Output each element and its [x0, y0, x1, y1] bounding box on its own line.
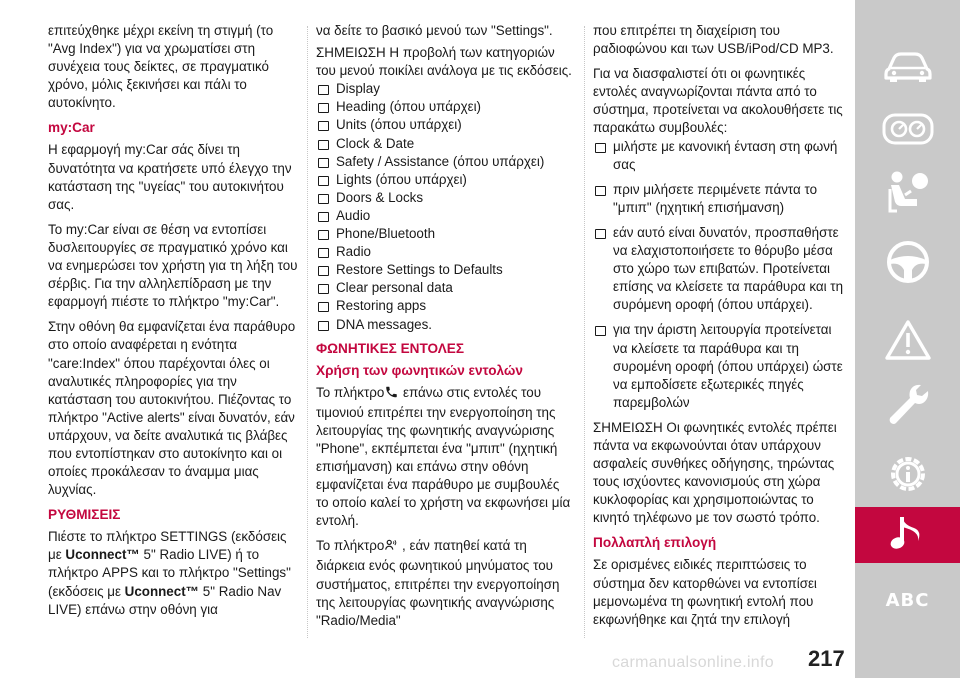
- settings-menu-list: [316, 80, 574, 333]
- menu-list-item: Display: [316, 80, 574, 98]
- seat-airbag-icon: [883, 169, 933, 220]
- bullet-item: μιλήστε με κανονική ένταση στη φωνή σας: [593, 138, 848, 174]
- page-number: 217: [808, 646, 845, 671]
- chapter-sidebar: [855, 0, 960, 678]
- paragraph: επιτεύχθηκε μέχρι εκείνη τη στιγμή (το "Avg Index") για να χρωματίσει στη συνέχεια τους δείκτες, σε πραγματικό χρόνο, μόλις ξεκινήσει και πάλι το αυτοκίνητο.: [48, 23, 274, 111]
- brand-name: Uconnect™: [124, 583, 200, 599]
- phone-icon: [384, 385, 399, 404]
- paragraph: [316, 537, 574, 629]
- menu-list-item: Restore Settings to Defaults: [316, 261, 574, 279]
- bullet-item: πριν μιλήσετε περιμένετε πάντα το "μπιπ" (ηχητική επισήμανση): [593, 181, 848, 217]
- text-run: 5" Radio LIVE) ή το πλήκτρο APPS και το πλήκτρο "Settings" (εκδόσεις με: [48, 547, 291, 599]
- text-column-2: [316, 22, 574, 637]
- sidebar-tab-emergency[interactable]: [855, 314, 960, 370]
- music-note-icon: [888, 511, 928, 560]
- menu-list-item: Clear personal data: [316, 279, 574, 297]
- text-run: Πιέστε το πλήκτρο SETTINGS (εκδόσεις με: [48, 529, 287, 563]
- paragraph: που επιτρέπει τη διαχείριση του ραδιοφώνου και των USB/iPod/CD MP3.: [593, 23, 834, 57]
- paragraph: Στην οθόνη θα εμφανίζεται ένα παράθυρο στο οποίο αναφέρεται η ενότητα "care:Index" όπου παρέχονται όλες οι αναλυτικές πληροφορίες για την κατάσταση του αυτοκινήτου. Πιέζοντας το πλήκτρο "Active alerts" είναι δυνατόν, εάν υπάρχουν, να δείτε αναλυτικά τις βλάβες που εντοπίστηκαν στο αυτοκίνητο και οι οποίες προκάλεσαν το άναμμα μιας λυχνίας.: [48, 319, 296, 498]
- section-heading-settings: ΡΥΘΜΙΣΕΙΣ: [48, 507, 121, 523]
- paragraph: Το my:Car είναι σε θέση να εντοπίσει δυσλειτουργίες σε πραγματικό χρόνο και να ενημερώσει τον χρήστη για τη λήξη του σέρβις. Για την αλληλεπίδραση με την εφαρμογή πιέστε το πλήκτρο "my:Car".: [48, 221, 298, 310]
- wrench-icon: [885, 381, 931, 432]
- text-run: επάνω στις εντολές του τιμονιού επιτρέπει την ενεργοποίηση της λειτουργίας της φωνητικής αναγνώρισης "Phone", εκπέμπεται ένα "μπιπ" (ηχητική επισήμανση) και επάνω στην οθόνη εμφανίζεται ένα παράθυρο με συμβουλές το οποίο καλεί το χρήστη να εκφωνήσει μία εντολή.: [316, 384, 571, 529]
- watermark: carmanualsonline.info: [612, 654, 774, 671]
- bullet-item: για την άριστη λειτουργία προτείνεται να κλείσετε τα παράθυρα και τη συρομένη οροφή (όπου υπάρχει) ώστε να εμποδίσετε εξωτερικές πηγές παρεμβολών: [593, 321, 848, 411]
- menu-list-item: Units (όπου υπάρχει): [316, 116, 574, 134]
- menu-list-item: Radio: [316, 243, 574, 261]
- column-divider: [584, 26, 585, 638]
- text-run: 5" Radio Nav LIVE) επάνω στην οθόνη για: [48, 583, 282, 617]
- text-column-1: [48, 22, 298, 626]
- dashboard-gauges-icon: [882, 112, 934, 151]
- menu-list-item: Doors & Locks: [316, 189, 574, 207]
- subsection-heading-voice-use: Χρήση των φωνητικών εντολών: [316, 362, 523, 378]
- text-run: Το πλήκτρο: [316, 384, 385, 400]
- paragraph: ΣΗΜΕΙΩΣΗ Οι φωνητικές εντολές πρέπει πάντα να εκφωνούνται όταν υπάρχουν ασφαλείς συνθήκες οδήγησης, τηρώντας τους ισχύοντες κανονισμούς στη χώρα κυκλοφορίας και χρησιμοποιώντας το κινητό τηλέφωνο με τον σωστό τρόπο.: [593, 419, 837, 526]
- paragraph: να δείτε το βασικό μενού των "Settings".: [316, 23, 553, 38]
- brand-name: Uconnect™: [65, 547, 140, 563]
- sidebar-tab-safety[interactable]: [855, 166, 960, 222]
- paragraph: Σε ορισμένες ειδικές περιπτώσεις το σύστημα δεν κατορθώνει να εντοπίσει μεμονωμένα τη φωνητική εντολή που εκφωνήθηκε και ζητά την επιλογή: [593, 557, 817, 627]
- paragraph: ΣΗΜΕΙΩΣΗ Η προβολή των κατηγοριών του μενού ποικίλει ανάλογα με τις εκδόσεις.: [316, 45, 572, 79]
- column-divider: [307, 26, 308, 638]
- sidebar-tab-driving[interactable]: [855, 236, 960, 292]
- paragraph: Η εφαρμογή my:Car σάς δίνει τη δυνατότητα να κρατήσετε υπό έλεγχο την κατάσταση της "υγείας" του αυτοκινήτου σας.: [48, 142, 292, 212]
- paragraph: [48, 528, 298, 618]
- sidebar-tab-technical[interactable]: [855, 448, 960, 504]
- text-run: , εάν πατηθεί κατά τη διάρκεια ενός φωνητικού μηνύματος του συστήματος, επιτρέπει την ενεργοποίηση της λειτουργίας φωνητικής αναγνώρισης "Radio/Media": [316, 538, 560, 628]
- menu-list-item: Safety / Assistance (όπου υπάρχει): [316, 153, 574, 171]
- section-heading-mycar: my:Car: [48, 120, 95, 136]
- subsection-heading-multiple-choice: Πολλαπλή επιλογή: [593, 535, 717, 551]
- menu-list-item: Restoring apps: [316, 297, 574, 315]
- section-heading-voice: ΦΩΝΗΤΙΚΕΣ ΕΝΤΟΛΕΣ: [316, 340, 465, 356]
- menu-list-item: Clock & Date: [316, 135, 574, 153]
- paragraph: Για να διασφαλιστεί ότι οι φωνητικές εντολές αναγνωρίζονται πάντα από το σύστημα, προτείνεται να ακολουθήσετε τις παρακάτω συμβουλές:: [593, 66, 843, 136]
- sidebar-tab-index[interactable]: [855, 572, 960, 628]
- menu-list-item: Audio: [316, 207, 574, 225]
- sidebar-tab-multimedia[interactable]: [855, 507, 960, 563]
- paragraph: [316, 384, 574, 531]
- menu-list-item: Lights (όπου υπάρχει): [316, 171, 574, 189]
- bullet-item: εάν αυτό είναι δυνατόν, προσπαθήστε να ελαχιστοποιήσετε το θόρυβο μέσα στο χώρο των επιβατών. Προτείνεται επίσης να κλείσετε τα παράθυρα και τη συρόμενη οροφή (όπου υπάρχει).: [593, 224, 848, 314]
- car-icon: [883, 49, 933, 88]
- text-column-3: [593, 22, 848, 636]
- sidebar-tab-car[interactable]: [855, 40, 960, 96]
- sidebar-tab-maintenance[interactable]: [855, 378, 960, 434]
- text-run: Το πλήκτρο: [316, 538, 385, 554]
- warning-triangle-icon: [884, 318, 932, 367]
- gear-info-icon: [885, 451, 931, 502]
- steering-wheel-icon: [886, 240, 930, 289]
- voice-command-icon: [384, 538, 398, 557]
- sidebar-tab-dashboard[interactable]: [855, 103, 960, 159]
- menu-list-item: DNA messages.: [316, 316, 574, 334]
- menu-list-item: Phone/Bluetooth: [316, 225, 574, 243]
- menu-list-item: Heading (όπου υπάρχει): [316, 98, 574, 116]
- index-abc-label: ABC: [885, 589, 930, 611]
